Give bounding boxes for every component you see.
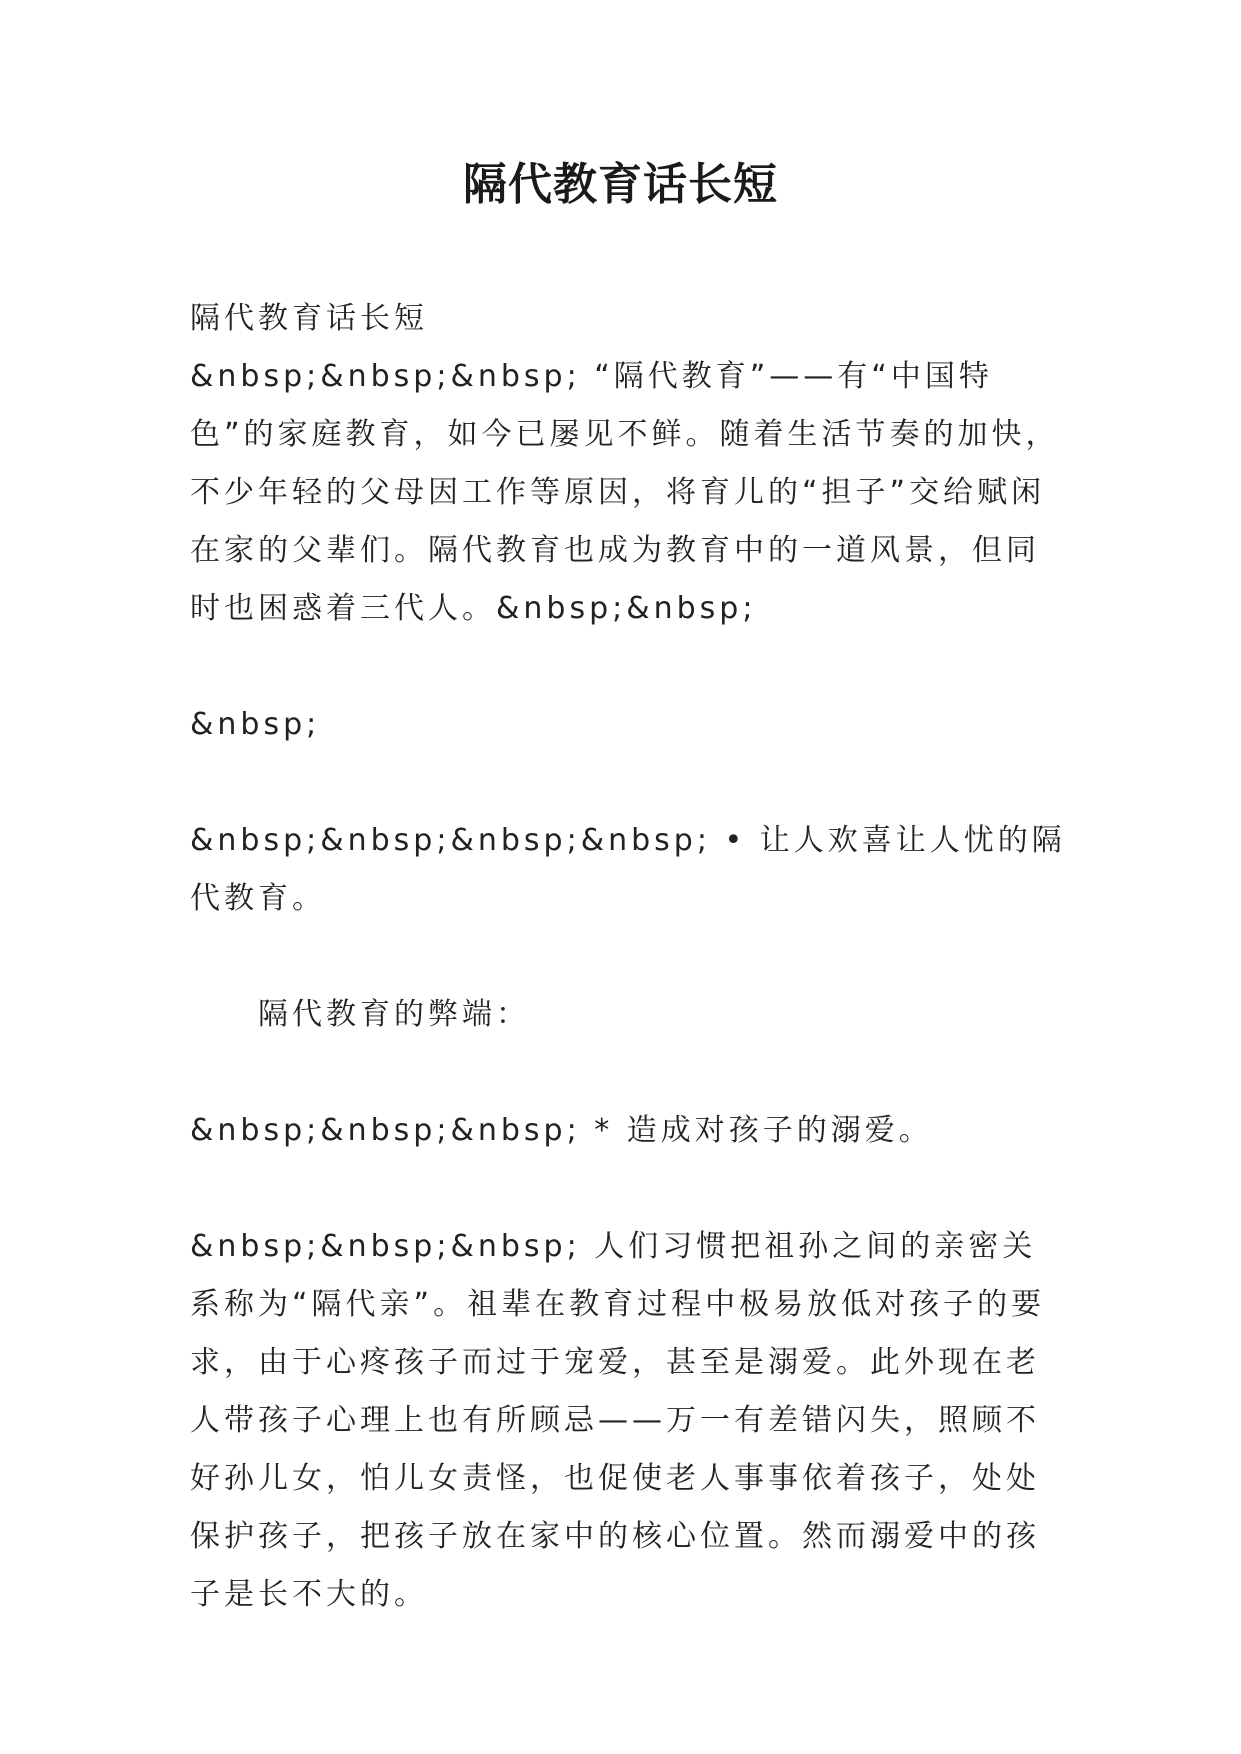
paragraph-intro: &nbsp;&nbsp;&nbsp; “隔代教育”——有“中国特色”的家庭教育，如今已屡见不鲜。随着生活节奏的加快，不少年轻的父母因工作等原因，将育儿的“担子”交给赋闲在家的父辈们。隔代教育也成为教育中的一道风景，但同时也困惑着三代人。&nbsp;&nbsp; — [190, 359, 1060, 626]
paragraph-point-1: &nbsp;&nbsp;&nbsp; * 造成对孩子的溺爱。 — [190, 1113, 933, 1148]
paragraph-bullet-heading: &nbsp;&nbsp;&nbsp;&nbsp; • 让人欢喜让人忧的隔代教育。 — [190, 823, 1066, 916]
spacer — [190, 1160, 1070, 1218]
spacer — [190, 638, 1070, 696]
paragraph-detail: &nbsp;&nbsp;&nbsp; 人们习惯把祖孙之间的亲密关系称为“隔代亲”。祖辈在教育过程中极易放低对孩子的要求，由于心疼孩子而过于宠爱，甚至是溺爱。此外现在老人带孩子心理上也有所顾忌——万一有差错闪失，照顾不好孙儿女，怕儿女责怪，也促使老人事事依着孩子，处处保护孩子，把孩子放在家中的核心位置。然而溺爱中的孩子是长不大的。 — [190, 1229, 1046, 1612]
spacer — [190, 928, 1070, 986]
paragraph-section-heading: 隔代教育的弊端： — [258, 997, 530, 1032]
paragraph-nbsp: &nbsp; — [190, 707, 321, 742]
paragraph-subtitle: 隔代教育话长短 — [190, 301, 428, 336]
spacer — [190, 1044, 1070, 1102]
spacer — [190, 754, 1070, 812]
document-title: 隔代教育话长短 — [463, 159, 778, 210]
document-body — [190, 290, 1070, 1624]
